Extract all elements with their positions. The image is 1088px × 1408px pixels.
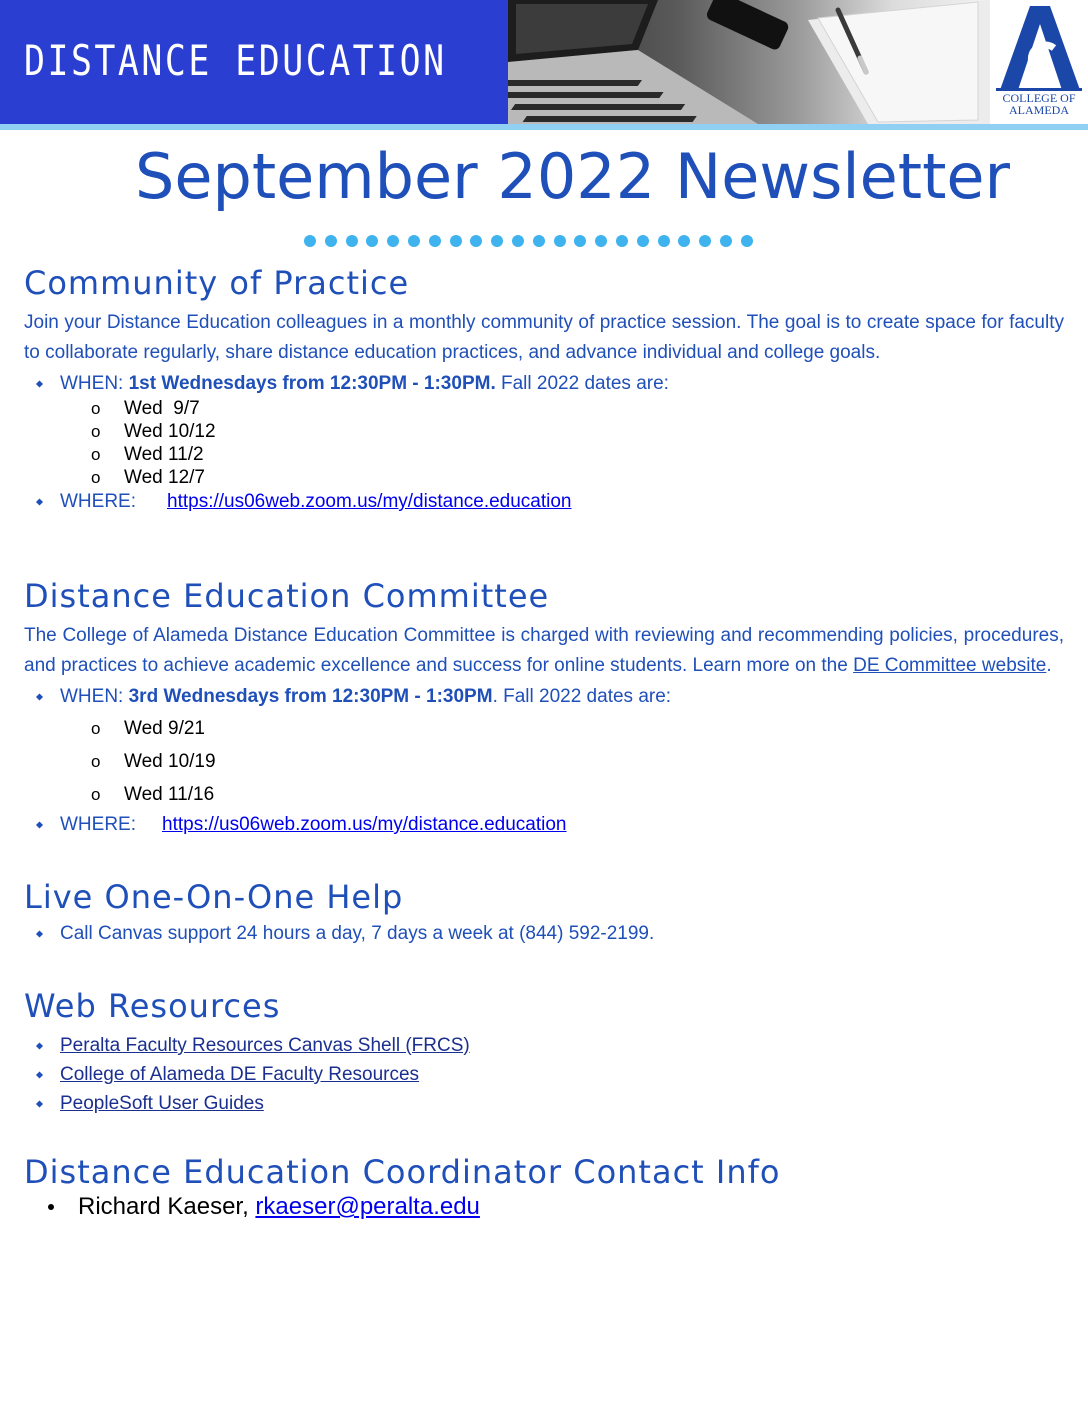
committee-body-text: The College of Alameda Distance Education Committee is charged with reviewing and recommending policies, procedures, and practices to achieve academic excellence and success for online students. bbox=[24, 625, 1064, 676]
divider-dot bbox=[325, 235, 337, 247]
committee-where bbox=[24, 811, 1064, 839]
resource-item bbox=[24, 1060, 1064, 1089]
committee-body bbox=[24, 621, 1064, 680]
list-item: o Wed 11/2 bbox=[24, 443, 1064, 466]
resource-item bbox=[24, 1089, 1064, 1118]
coa-de-resources-link[interactable]: College of Alameda DE Faculty Resources bbox=[60, 1064, 420, 1085]
divider-dot bbox=[699, 235, 711, 247]
newsletter-title: September 2022 Newsletter bbox=[134, 140, 1011, 213]
divider-dot bbox=[470, 235, 482, 247]
de-committee-link[interactable]: DE Committee website bbox=[853, 654, 1047, 676]
when-time: 1st Wednesdays from 12:30PM - 1:30PM. bbox=[128, 373, 496, 394]
college-logo bbox=[990, 0, 1088, 124]
college-a-logo-icon bbox=[990, 0, 1088, 92]
divider-dot bbox=[595, 235, 607, 247]
coordinator-name: Richard Kaeser, bbox=[78, 1193, 256, 1220]
list-item: o Wed 11/16 bbox=[24, 778, 1064, 811]
coordinator-email-link[interactable]: rkaeser@peralta.edu bbox=[255, 1193, 480, 1220]
community-heading: Community of Practice bbox=[24, 264, 410, 302]
divider-dot bbox=[554, 235, 566, 247]
list-item: o Wed 10/12 bbox=[24, 420, 1064, 443]
divider-dot bbox=[741, 235, 753, 247]
committee-heading: Distance Education Committee bbox=[24, 577, 550, 615]
divider-dot bbox=[533, 235, 545, 247]
divider-dot bbox=[491, 235, 503, 247]
divider-dot bbox=[429, 235, 441, 247]
community-dates bbox=[24, 397, 1064, 489]
community-when bbox=[24, 371, 1064, 397]
canvas-support-item: Call Canvas support 24 hours a day, 7 days a week at (844) 592-2199. bbox=[24, 920, 1064, 948]
learn-more-suffix: . bbox=[1046, 654, 1052, 676]
logo-line-1: COLLEGE OF bbox=[1002, 91, 1076, 105]
help-section bbox=[24, 878, 1064, 948]
committee-dates bbox=[24, 712, 1064, 811]
logo-line-2: ALAMEDA bbox=[1009, 103, 1069, 117]
divider-dot bbox=[574, 235, 586, 247]
header-banner bbox=[0, 0, 1088, 130]
dot-divider bbox=[304, 235, 774, 247]
divider-dot bbox=[678, 235, 690, 247]
list-item: o Wed 9/7 bbox=[24, 397, 1064, 420]
when-time: 3rd Wednesdays from 12:30PM - 1:30PM bbox=[128, 686, 493, 707]
resources-heading: Web Resources bbox=[24, 987, 281, 1025]
list-item: o Wed 10/19 bbox=[24, 745, 1064, 778]
committee-when bbox=[24, 682, 1064, 712]
community-section bbox=[24, 264, 1064, 515]
resources-section bbox=[24, 987, 1064, 1118]
banner-title: DISTANCE EDUCATION bbox=[24, 36, 447, 85]
zoom-link[interactable]: https://us06web.zoom.us/my/distance.education bbox=[162, 814, 567, 835]
divider-dot bbox=[366, 235, 378, 247]
divider-dot bbox=[616, 235, 628, 247]
divider-dot bbox=[637, 235, 649, 247]
divider-dot bbox=[387, 235, 399, 247]
when-rest: Fall 2022 dates are: bbox=[495, 373, 669, 394]
committee-section bbox=[24, 577, 1064, 839]
divider-dot bbox=[304, 235, 316, 247]
divider-dot bbox=[408, 235, 420, 247]
contact-section bbox=[24, 1153, 1064, 1223]
divider-dot bbox=[450, 235, 462, 247]
when-label: WHEN: bbox=[60, 373, 129, 394]
resource-item bbox=[24, 1031, 1064, 1060]
logo-text bbox=[990, 92, 1088, 116]
community-where bbox=[24, 489, 1064, 515]
banner-title-panel bbox=[0, 0, 508, 124]
when-label: WHEN: bbox=[60, 686, 129, 707]
when-rest: . Fall 2022 dates are: bbox=[492, 686, 672, 707]
learn-more-prefix: Learn more on the bbox=[692, 654, 854, 676]
contact-heading: Distance Education Coordinator Contact Info bbox=[24, 1153, 781, 1191]
help-heading: Live One-On-One Help bbox=[24, 878, 404, 916]
zoom-link[interactable]: https://us06web.zoom.us/my/distance.education bbox=[167, 491, 572, 512]
community-body: Join your Distance Education colleagues in a monthly community of practice session. The goal is to create space for faculty to collaborate regularly, share distance education practices, and advance individual and college goals. bbox=[24, 312, 1064, 363]
banner-divider bbox=[0, 124, 1088, 130]
divider-dot bbox=[658, 235, 670, 247]
frcs-link[interactable]: Peralta Faculty Resources Canvas Shell (FRCS) bbox=[60, 1035, 470, 1056]
divider-dot bbox=[720, 235, 732, 247]
list-item: o Wed 12/7 bbox=[24, 466, 1064, 489]
contact-item bbox=[24, 1191, 1064, 1223]
peoplesoft-guides-link[interactable]: PeopleSoft User Guides bbox=[60, 1093, 264, 1114]
divider-dot bbox=[346, 235, 358, 247]
where-label: WHERE: bbox=[60, 491, 136, 512]
list-item: o Wed 9/21 bbox=[24, 712, 1064, 745]
laptop-photo bbox=[508, 0, 990, 124]
divider-dot bbox=[512, 235, 524, 247]
where-label: WHERE: bbox=[60, 814, 136, 835]
